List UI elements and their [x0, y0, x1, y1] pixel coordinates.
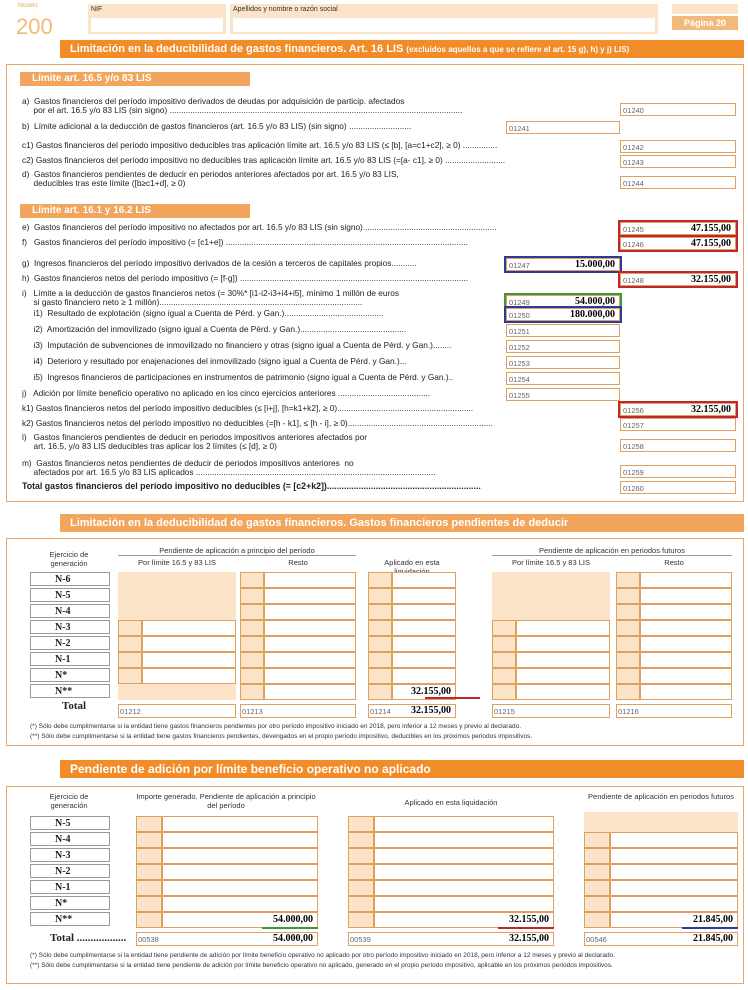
- highlight-red: [618, 271, 738, 288]
- total-code: 00539: [350, 935, 371, 944]
- nstar-value: 21.845,00: [693, 914, 733, 925]
- year-label: N-5: [30, 588, 110, 602]
- year-label: N-1: [30, 652, 110, 666]
- cell-input[interactable]: [142, 620, 236, 636]
- cell-input[interactable]: [374, 816, 554, 832]
- field-code: 01241: [509, 124, 530, 133]
- field-01240[interactable]: [620, 103, 736, 116]
- cell-tag: [136, 912, 162, 928]
- cell-input[interactable]: [264, 572, 356, 588]
- cell-input[interactable]: [610, 832, 738, 848]
- cell-tag: [136, 880, 162, 896]
- cell-input[interactable]: [610, 896, 738, 912]
- cell-tag: [492, 620, 516, 636]
- s2-applied: Aplicado en esta: [384, 558, 440, 567]
- cell-tag: [616, 604, 640, 620]
- field-value: 32.155,00: [691, 274, 731, 285]
- cell-tag: [368, 620, 392, 636]
- year-label: N-2: [30, 864, 110, 878]
- cell-tag: [348, 848, 374, 864]
- cell-input[interactable]: [264, 652, 356, 668]
- applied-nstar-value: 32.155,00: [411, 686, 451, 697]
- field-01241[interactable]: [506, 121, 620, 134]
- row-label-line2: por el art. 16.5 y/o 83 LIS (sin signo) ...............................................................................................................................: [22, 106, 463, 115]
- cell-tag: [240, 588, 264, 604]
- row-label: i) Límite a la deducción de gastos financieros netos (= 30%* [i1-i2-i3+i4+i5], mínimo 1 millón de euros: [22, 289, 400, 298]
- s2-note2: (**) Sólo debe cumplimentarse si la entidad tiene gastos financieros pendientes, devengados en el propio período impositivo, deducibles en los próximos periodos impositivos.: [30, 733, 533, 740]
- cell-input[interactable]: [392, 588, 456, 604]
- cell-input[interactable]: [162, 848, 318, 864]
- cell-tag: [368, 604, 392, 620]
- cell-tag: [348, 832, 374, 848]
- field-code: 01256: [623, 406, 644, 415]
- field-code: 01249: [509, 298, 530, 307]
- cell-input[interactable]: [392, 668, 456, 684]
- cell-input[interactable]: [142, 668, 236, 684]
- cell-input[interactable]: [516, 684, 610, 700]
- cell-tag: [584, 864, 610, 880]
- s2-group2-sub1: Por límite 16.5 y 83 LIS: [512, 558, 590, 567]
- cell-tag: [584, 848, 610, 864]
- cell-disabled: [118, 572, 236, 588]
- sub1-title: Límite art. 16.5 y/o 83 LIS: [20, 72, 250, 86]
- s3-col-ejercicio: Ejercicio de generación: [49, 792, 89, 810]
- field-01251[interactable]: [506, 324, 620, 337]
- cell-tag: [616, 636, 640, 652]
- row-label: i4) Deterioro y resultado por enajenaciones del inmovilizado (signo igual a Cuenta de Pérd. y Gan.)...: [22, 357, 407, 366]
- cell-input[interactable]: [162, 832, 318, 848]
- underline-red: [425, 697, 480, 699]
- row-label: h) Gastos financieros netos del período impositivo (= [f-g]) ...................................................................................................: [22, 274, 469, 283]
- cell-input[interactable]: [374, 912, 554, 928]
- section3-title: Pendiente de adición por límite beneficio operativo no aplicado: [70, 762, 431, 776]
- cell-input[interactable]: [264, 668, 356, 684]
- cell-tag: [240, 572, 264, 588]
- s2-group1-sub2: Resto: [288, 558, 308, 567]
- cell-input[interactable]: [392, 604, 456, 620]
- cell-input[interactable]: [392, 652, 456, 668]
- underline-green: [262, 927, 318, 929]
- cell-input[interactable]: [264, 620, 356, 636]
- modelo-number: 200: [16, 14, 53, 39]
- cell-tag: [136, 896, 162, 912]
- s3-col3: Pendiente de aplicación en periodos futuros: [588, 792, 734, 801]
- cell-input[interactable]: [374, 848, 554, 864]
- total-code: 00538: [138, 935, 159, 944]
- cell-input[interactable]: [640, 572, 732, 588]
- row-label-line2: si gasto financiero neto ≥ 1 millón)........................................................................................: [22, 298, 363, 307]
- s2-group2-sub2: Resto: [664, 558, 684, 567]
- cell-tag: [348, 864, 374, 880]
- field-01255[interactable]: [506, 388, 620, 401]
- cell-tag: [240, 684, 264, 700]
- field-code: 01250: [509, 311, 530, 320]
- total-field-01214[interactable]: [368, 704, 456, 718]
- field-01253[interactable]: [506, 356, 620, 369]
- cell-tag: [492, 652, 516, 668]
- cell-tag: [368, 652, 392, 668]
- year-label: N-6: [30, 572, 110, 586]
- s3-col1: Importe generado. Pendiente de aplicación a principio del período: [136, 792, 316, 810]
- year-label: N-3: [30, 620, 110, 634]
- cell-input[interactable]: [264, 604, 356, 620]
- field-code: 01245: [623, 225, 644, 234]
- cell-tag: [136, 848, 162, 864]
- year-label: N-3: [30, 848, 110, 862]
- s2-total-label: Total: [62, 700, 87, 712]
- total-field-00538[interactable]: [136, 932, 318, 946]
- highlight-blue: [504, 256, 622, 273]
- cell-tag: [348, 816, 374, 832]
- applied-total-value: 32.155,00: [411, 705, 451, 716]
- year-label: N-5: [30, 816, 110, 830]
- year-label: N**: [30, 912, 110, 926]
- total-field-01215[interactable]: [492, 704, 610, 718]
- row-label-line2: afectados por art. 16.5 y/o 83 LIS aplicados ........................................................................................................: [22, 468, 436, 477]
- nif-label: NIF: [91, 6, 103, 13]
- cell-input[interactable]: [142, 652, 236, 668]
- cell-tag: [240, 636, 264, 652]
- field-code: 01247: [509, 261, 530, 270]
- cell-input[interactable]: [162, 864, 318, 880]
- cell-tag: [492, 636, 516, 652]
- cell-input[interactable]: [374, 864, 554, 880]
- field-code: 01252: [509, 343, 530, 352]
- cell-input[interactable]: [516, 636, 610, 652]
- field-value: 180.000,00: [570, 309, 615, 320]
- cell-tag: [584, 896, 610, 912]
- field-code: 01243: [623, 158, 644, 167]
- field-code: 01240: [623, 106, 644, 115]
- cell-input[interactable]: [374, 896, 554, 912]
- cell-disabled: [118, 604, 236, 620]
- field-code: 01254: [509, 375, 530, 384]
- section3-title-bar: [60, 760, 744, 778]
- row-label: i3) Imputación de subvenciones de inmovilizado no financiero y otras (signo igual a Cuenta de Pérd. y Gan.)........: [22, 341, 452, 350]
- section1-title: Limitación en la deducibilidad de gastos financieros. Art. 16 LIS: [70, 43, 404, 55]
- name-label: Apellidos y nombre o razón social: [233, 6, 338, 13]
- cell-tag: [616, 588, 640, 604]
- total-field-01216[interactable]: [616, 704, 732, 718]
- field-code: 01248: [623, 276, 644, 285]
- cell-input[interactable]: [162, 912, 318, 928]
- field-code: 01253: [509, 359, 530, 368]
- field-01260[interactable]: [620, 481, 736, 494]
- total-code: 01213: [242, 707, 263, 716]
- cell-disabled: [118, 588, 236, 604]
- cell-input[interactable]: [516, 652, 610, 668]
- year-label: N-2: [30, 636, 110, 650]
- cell-input[interactable]: [374, 832, 554, 848]
- cell-input[interactable]: [640, 652, 732, 668]
- cell-disabled: [118, 684, 236, 700]
- cell-input[interactable]: [392, 620, 456, 636]
- cell-tag: [240, 604, 264, 620]
- total-field-01213[interactable]: [240, 704, 356, 718]
- page-label: Página 20: [672, 16, 738, 30]
- cell-input[interactable]: [610, 912, 738, 928]
- section2-title-bar: [60, 514, 744, 532]
- row-label: j) Adición por límite beneficio operativo no aplicado en los cinco ejercicios anteriores ........................................: [22, 389, 431, 398]
- year-label: N**: [30, 684, 110, 698]
- cell-tag: [348, 912, 374, 928]
- cell-input[interactable]: [640, 588, 732, 604]
- cell-input[interactable]: [162, 896, 318, 912]
- cell-tag: [368, 636, 392, 652]
- cell-tag: [492, 668, 516, 684]
- field-code: 01244: [623, 179, 644, 188]
- row-label-line2: art. 16.5, y/o 83 LIS deducibles tras aplicar los 2 límites (≤ [d], ≥ 0): [22, 442, 277, 451]
- year-label: N*: [30, 668, 110, 682]
- total-code: 01212: [120, 707, 141, 716]
- cell-tag: [240, 652, 264, 668]
- field-01259[interactable]: [620, 465, 736, 478]
- underline-red: [498, 927, 554, 929]
- s3-note1: (*) Sólo debe cumplimentarse si la entidad tiene pendiente de adición por límite beneficio operativo no aplicado por otro período impositivo iniciado en 2018, pero inferior a 12 meses y previo al declarado.: [30, 952, 615, 959]
- total-value: 32.155,00: [509, 933, 549, 944]
- cell-tag: [368, 668, 392, 684]
- cell-input[interactable]: [264, 684, 356, 700]
- modelo-label: Modelo: [18, 3, 38, 9]
- field-value: 47.155,00: [691, 223, 731, 234]
- cell-tag: [136, 864, 162, 880]
- row-label: a) Gastos financieros del período impositivo derivados de deudas por adquisición de particip. afectados: [22, 97, 405, 106]
- total-code: 01216: [618, 707, 639, 716]
- s2-note1: (*) Sólo debe cumplimentarse si la entidad tiene gastos financieros pendientes por otro período impositivo iniciado en 2018, pero inferior a 12 meses y previo al declarado.: [30, 723, 522, 730]
- cell-tag: [616, 572, 640, 588]
- cell-tag: [584, 832, 610, 848]
- cell-input[interactable]: [162, 816, 318, 832]
- cell-input[interactable]: [640, 684, 732, 700]
- cell-tag: [136, 832, 162, 848]
- cell-input[interactable]: [162, 880, 318, 896]
- row-label: l) Gastos financieros pendientes de deducir en periodos impositivos anteriores afectados por: [22, 433, 367, 442]
- nstar-value: 32.155,00: [509, 914, 549, 925]
- field-01244[interactable]: [620, 176, 736, 189]
- cell-tag: [240, 620, 264, 636]
- cell-tag: [584, 912, 610, 928]
- s2-col-ejercicio: Ejercicio de generación: [49, 550, 89, 568]
- s3-total-label: Total ..................: [50, 932, 127, 944]
- cell-disabled: [492, 604, 610, 620]
- field-code: 01246: [623, 240, 644, 249]
- cell-tag: [368, 588, 392, 604]
- field-01252[interactable]: [506, 340, 620, 353]
- cell-disabled: [492, 572, 610, 588]
- year-label: N*: [30, 896, 110, 910]
- nstar-value: 54.000,00: [273, 914, 313, 925]
- cell-input[interactable]: [640, 620, 732, 636]
- row-label: i1) Resultado de explotación (signo igual a Cuenta de Pérd. y Gan.)...........................................: [22, 309, 384, 318]
- highlight-red: [618, 235, 738, 252]
- field-code: 01258: [623, 442, 644, 451]
- field-value: 47.155,00: [691, 238, 731, 249]
- row-label: i5) Ingresos financieros de participaciones en instrumentos de patrimonio (signo igual a Cuenta de Pérd. y Gan.)..: [22, 373, 454, 382]
- cell-tag: [118, 620, 142, 636]
- s3-note2: (**) Sólo debe cumplimentarse si la entidad tiene pendiente de adición por límite beneficio operativo no aplicado, generado en el propio período impositivo, aplicable en los próximos periodos impositivos.: [30, 962, 613, 969]
- sub2-title: Límite art. 16.1 y 16.2 LIS: [20, 204, 250, 218]
- cell-tag: [240, 668, 264, 684]
- field-code: 01257: [623, 421, 644, 430]
- cell-input[interactable]: [610, 880, 738, 896]
- highlight-blue: [504, 306, 622, 323]
- field-value: 32.155,00: [691, 404, 731, 415]
- cell-input[interactable]: [392, 572, 456, 588]
- field-code: 01259: [623, 468, 644, 477]
- highlight-red: [618, 401, 738, 418]
- cell-tag: [368, 572, 392, 588]
- cell-tag: [368, 684, 392, 700]
- year-label: N-1: [30, 880, 110, 894]
- total-field-00539[interactable]: [348, 932, 554, 946]
- cell-tag: [584, 880, 610, 896]
- section1-title-bar: [60, 40, 744, 58]
- cell-tag: [118, 652, 142, 668]
- cell-input[interactable]: [640, 604, 732, 620]
- field-value: 54.000,00: [575, 296, 615, 307]
- cell-tag: [136, 816, 162, 832]
- row-label: c2) Gastos financieros del período impositivo no deducibles tras aplicación límite art. 16.5 y/o 83 LIS (=[a- c1], ≥ 0) ..........................: [22, 156, 505, 165]
- cell-tag: [616, 652, 640, 668]
- total-code: 01214: [370, 707, 391, 716]
- cell-disabled: [492, 588, 610, 604]
- s2-group1: Pendiente de aplicación a principio del período: [118, 546, 356, 556]
- row-label: i2) Amortización del inmovilizado (signo igual a Cuenta de Pérd. y Gan.)..............................................: [22, 325, 407, 334]
- row-label: k2) Gastos financieros netos del período impositivo no deducibles (=[h - k1], ≤ [h - i], ≥ 0)...............................................................: [22, 419, 493, 428]
- row-label-line2: deducibles tras este límite ([b≥c1+d], ≥ 0): [22, 179, 186, 188]
- cell-disabled: [584, 812, 738, 832]
- cell-tag: [118, 668, 142, 684]
- row-label: g) Ingresos financieros del período impositivo derivados de la cesión a terceros de capitales propios...........: [22, 259, 417, 268]
- cell-input[interactable]: [610, 848, 738, 864]
- name-field[interactable]: [230, 4, 658, 34]
- cell-input[interactable]: [610, 864, 738, 880]
- cell-tag: [616, 684, 640, 700]
- total-value: 54.000,00: [273, 933, 313, 944]
- year-label: N-4: [30, 832, 110, 846]
- total-field-01212[interactable]: [118, 704, 236, 718]
- total-code: 00546: [586, 935, 607, 944]
- row-label: c1) Gastos financieros del período impositivo deducibles tras aplicación límite art. 16.5 y/o 83 LIS (≤ [b], [a=c1+c2], ≥ 0) ...............: [22, 141, 498, 150]
- page-top-box: [672, 4, 738, 14]
- cell-input[interactable]: [640, 668, 732, 684]
- field-code: 01251: [509, 327, 530, 336]
- s3-col2: Aplicado en esta liquidación: [404, 798, 498, 807]
- cell-tag: [492, 684, 516, 700]
- field-code: 01242: [623, 143, 644, 152]
- field-value: 15.000,00: [575, 259, 615, 270]
- field-01257[interactable]: [620, 418, 736, 431]
- cell-tag: [348, 880, 374, 896]
- cell-input[interactable]: [264, 588, 356, 604]
- field-01258[interactable]: [620, 439, 736, 452]
- cell-input[interactable]: [264, 636, 356, 652]
- row-label: m) Gastos financieros netos pendientes de deducir de periodos impositivos anteriores no: [22, 459, 354, 468]
- section1-title-note: (excluidos aquellos a que se refiere el art. 15 g), h) y j) LIS): [406, 45, 630, 54]
- field-01243[interactable]: [620, 155, 736, 168]
- row-label: b) Límite adicional a la deducción de gastos financieros (art. 16.5 y/o 83 LIS) (sin signo) ...........................: [22, 122, 412, 131]
- section2-title: Limitación en la deducibilidad de gastos financieros. Gastos financieros pendientes de deducir: [70, 517, 569, 529]
- cell-input[interactable]: [516, 620, 610, 636]
- total-code: 01215: [494, 707, 515, 716]
- cell-input[interactable]: [142, 636, 236, 652]
- total-field-00546[interactable]: [584, 932, 738, 946]
- underline-blue: [682, 927, 738, 929]
- cell-input[interactable]: [392, 636, 456, 652]
- cell-tag: [616, 668, 640, 684]
- field-01254[interactable]: [506, 372, 620, 385]
- field-code: 01255: [509, 391, 530, 400]
- row-label: k1) Gastos financieros netos del período impositivo deducibles (≤ [i+j], [h=k1+k2], ≥ 0)...........................................................: [22, 404, 474, 413]
- nif-field[interactable]: [88, 4, 226, 34]
- year-label: N-4: [30, 604, 110, 618]
- cell-input[interactable]: [516, 668, 610, 684]
- field-01242[interactable]: [620, 140, 736, 153]
- row-label: d) Gastos financieros pendientes de deducir en periodos anteriores afectados por art. 16.5 y/o 83 LIS,: [22, 170, 399, 179]
- row-label: Total gastos financieros del período impositivo no deducibles (= [c2+k2])...............................................................: [22, 482, 481, 491]
- total-value: 21.845,00: [693, 933, 733, 944]
- cell-tag: [616, 620, 640, 636]
- s2-group2: Pendiente de aplicación en periodos futuros: [492, 546, 732, 556]
- field-code: 01260: [623, 484, 644, 493]
- row-label: e) Gastos financieros del período impositivo no afectados por art. 16.5 y/o 83 LIS (sin signo)..........................................................: [22, 223, 497, 232]
- s2-group1-sub1: Por límite 16.5 y 83 LIS: [138, 558, 216, 567]
- cell-input[interactable]: [640, 636, 732, 652]
- row-label: f) Gastos financieros del período impositivo (= [c1+e]) .........................................................................................................: [22, 238, 468, 247]
- cell-tag: [118, 636, 142, 652]
- cell-tag: [348, 896, 374, 912]
- cell-input[interactable]: [374, 880, 554, 896]
